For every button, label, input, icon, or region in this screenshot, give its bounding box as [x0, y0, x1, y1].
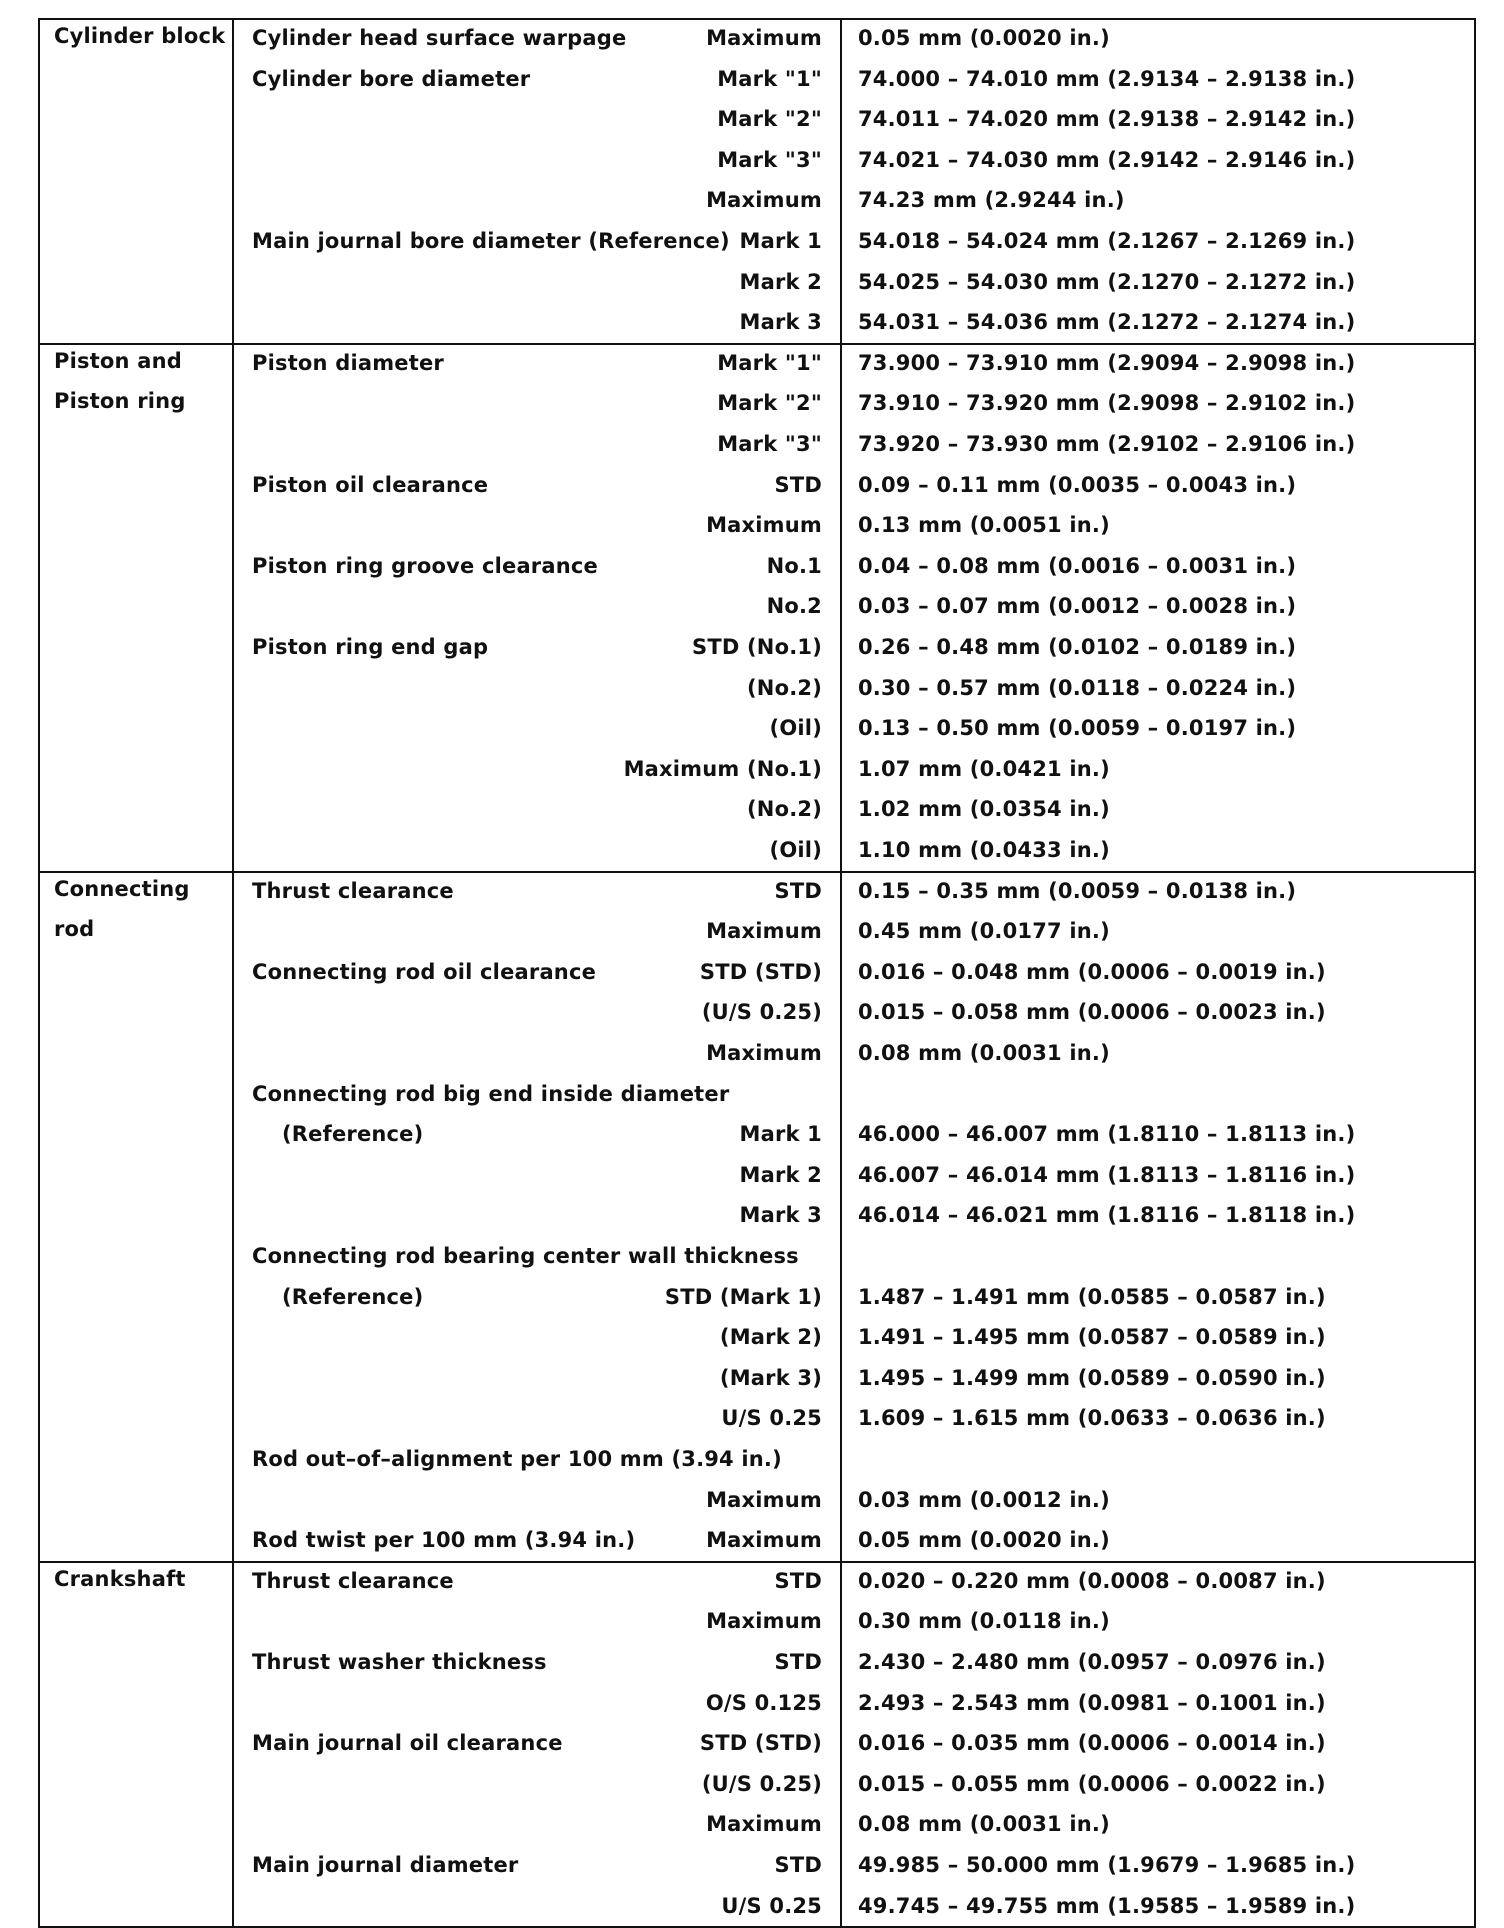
condition-label: Mark 2 [739, 1162, 822, 1187]
condition-label: (Oil) [769, 716, 822, 741]
component-label: Piston and [54, 348, 182, 373]
condition-label: STD [774, 878, 822, 903]
spec-value: 0.05 mm (0.0020 in.) [858, 1528, 1110, 1553]
spec-value: 54.018 – 54.024 mm (2.1267 – 2.1269 in.) [858, 229, 1356, 253]
condition-label: Mark "2" [717, 107, 822, 132]
condition-label: STD (Mark 1) [664, 1284, 822, 1309]
condition-label: STD [774, 1650, 822, 1674]
condition-label: Mark 2 [739, 269, 822, 294]
table-border-right [1474, 18, 1476, 1928]
section-divider [38, 1561, 1474, 1563]
item-label: Piston oil clearance [252, 472, 489, 497]
condition-label: O/S 0.125 [705, 1690, 822, 1715]
condition-label: U/S 0.25 [721, 1893, 822, 1918]
spec-value: 0.13 mm (0.0051 in.) [858, 513, 1110, 538]
condition-label: No.2 [766, 594, 822, 619]
spec-value: 0.26 – 0.48 mm (0.0102 – 0.0189 in.) [858, 635, 1297, 659]
condition-label: (U/S 0.25) [701, 1771, 822, 1796]
spec-value: 0.03 – 0.07 mm (0.0012 – 0.0028 in.) [858, 594, 1297, 619]
spec-value: 1.02 mm (0.0354 in.) [858, 797, 1110, 822]
spec-value: 0.15 – 0.35 mm (0.0059 – 0.0138 in.) [858, 878, 1297, 903]
condition-label: STD [774, 1853, 822, 1877]
condition-label: STD (STD) [699, 1731, 822, 1756]
spec-value: 0.05 mm (0.0020 in.) [858, 26, 1110, 50]
condition-label: Maximum [706, 1041, 822, 1065]
condition-label: Mark "3" [717, 147, 822, 172]
item-label: Main journal oil clearance [252, 1731, 563, 1756]
item-label: Main journal diameter [252, 1853, 519, 1877]
condition-label: Maximum [706, 1528, 822, 1553]
condition-label: (No.2) [747, 675, 822, 700]
condition-label: STD (STD) [699, 959, 822, 984]
spec-value: 0.13 – 0.50 mm (0.0059 – 0.0197 in.) [858, 716, 1297, 741]
condition-label: Maximum [706, 1812, 822, 1837]
item-label: Connecting rod bearing center wall thickness [252, 1244, 799, 1268]
spec-value: 74.021 – 74.030 mm (2.9142 – 2.9146 in.) [858, 147, 1356, 172]
condition-label: Maximum [706, 919, 822, 944]
item-label: Thrust washer thickness [252, 1650, 547, 1674]
spec-value: 46.000 – 46.007 mm (1.8110 – 1.8113 in.) [858, 1122, 1356, 1147]
item-label: Connecting rod big end inside diameter [252, 1081, 730, 1106]
component-label: rod [54, 917, 95, 942]
condition-label: Maximum [706, 188, 822, 213]
spec-value: 1.491 – 1.495 mm (0.0587 – 0.0589 in.) [858, 1325, 1326, 1350]
component-label: Crankshaft [54, 1566, 186, 1591]
spec-value: 73.910 – 73.920 mm (2.9098 – 2.9102 in.) [858, 391, 1356, 416]
condition-label: STD [774, 1568, 822, 1593]
spec-value: 1.609 – 1.615 mm (0.0633 – 0.0636 in.) [858, 1406, 1326, 1431]
condition-label: (U/S 0.25) [701, 1000, 822, 1025]
condition-label: (Mark 3) [719, 1365, 822, 1390]
condition-label: (Oil) [769, 838, 822, 862]
item-label: Piston diameter [252, 350, 444, 375]
item-label: Cylinder head surface warpage [252, 26, 627, 50]
spec-value: 2.493 – 2.543 mm (0.0981 – 0.1001 in.) [858, 1690, 1326, 1715]
spec-value: 49.745 – 49.755 mm (1.9585 – 1.9589 in.) [858, 1893, 1356, 1918]
condition-label: Mark "1" [717, 66, 822, 91]
spec-value: 74.23 mm (2.9244 in.) [858, 188, 1125, 213]
component-label: Cylinder block [54, 24, 226, 48]
item-label: Rod out–of–alignment per 100 mm (3.94 in.) [252, 1447, 782, 1471]
spec-value: 74.011 – 74.020 mm (2.9138 – 2.9142 in.) [858, 107, 1356, 132]
table-border-top [38, 18, 1474, 20]
condition-label: Maximum (No.1) [623, 756, 822, 781]
item-label: Piston ring end gap [252, 635, 489, 659]
condition-label: U/S 0.25 [721, 1406, 822, 1431]
component-label: Piston ring [54, 389, 186, 414]
table-border-left [38, 18, 40, 1926]
item-label: Cylinder bore diameter [252, 66, 531, 91]
condition-label: Maximum [706, 1487, 822, 1512]
spec-value: 2.430 – 2.480 mm (0.0957 – 0.0976 in.) [858, 1650, 1326, 1674]
spec-value: 54.025 – 54.030 mm (2.1270 – 2.1272 in.) [858, 269, 1356, 294]
section-divider [38, 871, 1474, 873]
spec-value: 1.10 mm (0.0433 in.) [858, 838, 1110, 862]
section-divider [38, 343, 1474, 345]
condition-label: Mark 3 [739, 310, 822, 335]
condition-label: Maximum [706, 1609, 822, 1634]
condition-label: Mark "2" [717, 391, 822, 416]
condition-label: No.1 [766, 553, 822, 578]
spec-value: 0.04 – 0.08 mm (0.0016 – 0.0031 in.) [858, 553, 1297, 578]
item-label: Piston ring groove clearance [252, 553, 598, 578]
spec-value: 0.08 mm (0.0031 in.) [858, 1041, 1110, 1065]
condition-label: Mark 1 [739, 1122, 822, 1147]
spec-value: 0.30 mm (0.0118 in.) [858, 1609, 1110, 1634]
spec-value: 0.015 – 0.055 mm (0.0006 – 0.0022 in.) [858, 1771, 1326, 1796]
column-divider [840, 18, 842, 1926]
spec-value: 73.920 – 73.930 mm (2.9102 – 2.9106 in.) [858, 432, 1356, 456]
component-label: Connecting [54, 876, 190, 901]
item-label: Main journal bore diameter (Reference) [252, 229, 730, 253]
condition-label: Maximum [706, 513, 822, 538]
condition-label: (No.2) [747, 797, 822, 822]
spec-value: 1.07 mm (0.0421 in.) [858, 756, 1110, 781]
item-label: Thrust clearance [252, 878, 454, 903]
spec-value: 46.007 – 46.014 mm (1.8113 – 1.8116 in.) [858, 1162, 1356, 1187]
spec-value: 0.09 – 0.11 mm (0.0035 – 0.0043 in.) [858, 472, 1297, 497]
spec-value: 1.495 – 1.499 mm (0.0589 – 0.0590 in.) [858, 1365, 1326, 1390]
spec-value: 54.031 – 54.036 mm (2.1272 – 2.1274 in.) [858, 310, 1356, 335]
spec-value: 0.016 – 0.035 mm (0.0006 – 0.0014 in.) [858, 1731, 1326, 1756]
spec-value: 0.08 mm (0.0031 in.) [858, 1812, 1110, 1837]
column-divider [232, 18, 234, 1926]
condition-label: Mark "1" [717, 350, 822, 375]
spec-value: 46.014 – 46.021 mm (1.8116 – 1.8118 in.) [858, 1203, 1356, 1228]
item-label: Thrust clearance [252, 1568, 454, 1593]
spec-value: 0.016 – 0.048 mm (0.0006 – 0.0019 in.) [858, 959, 1326, 984]
spec-value: 0.03 mm (0.0012 in.) [858, 1487, 1110, 1512]
spec-value: 74.000 – 74.010 mm (2.9134 – 2.9138 in.) [858, 66, 1356, 91]
condition-label: Mark 1 [739, 229, 822, 253]
spec-value: 49.985 – 50.000 mm (1.9679 – 1.9685 in.) [858, 1853, 1356, 1877]
item-label: (Reference) [282, 1122, 424, 1147]
spec-value: 0.015 – 0.058 mm (0.0006 – 0.0023 in.) [858, 1000, 1326, 1025]
spec-value: 73.900 – 73.910 mm (2.9094 – 2.9098 in.) [858, 350, 1356, 375]
spec-value: 0.45 mm (0.0177 in.) [858, 919, 1110, 944]
spec-value: 0.30 – 0.57 mm (0.0118 – 0.0224 in.) [858, 675, 1297, 700]
condition-label: Mark 3 [739, 1203, 822, 1228]
condition-label: STD [774, 472, 822, 497]
item-label: (Reference) [282, 1284, 424, 1309]
condition-label: (Mark 2) [719, 1325, 822, 1350]
condition-label: Mark "3" [717, 432, 822, 456]
condition-label: Maximum [706, 26, 822, 50]
spec-value: 1.487 – 1.491 mm (0.0585 – 0.0587 in.) [858, 1284, 1326, 1309]
item-label: Connecting rod oil clearance [252, 959, 597, 984]
spec-value: 0.020 – 0.220 mm (0.0008 – 0.0087 in.) [858, 1568, 1326, 1593]
item-label: Rod twist per 100 mm (3.94 in.) [252, 1528, 636, 1553]
condition-label: STD (No.1) [692, 635, 822, 659]
